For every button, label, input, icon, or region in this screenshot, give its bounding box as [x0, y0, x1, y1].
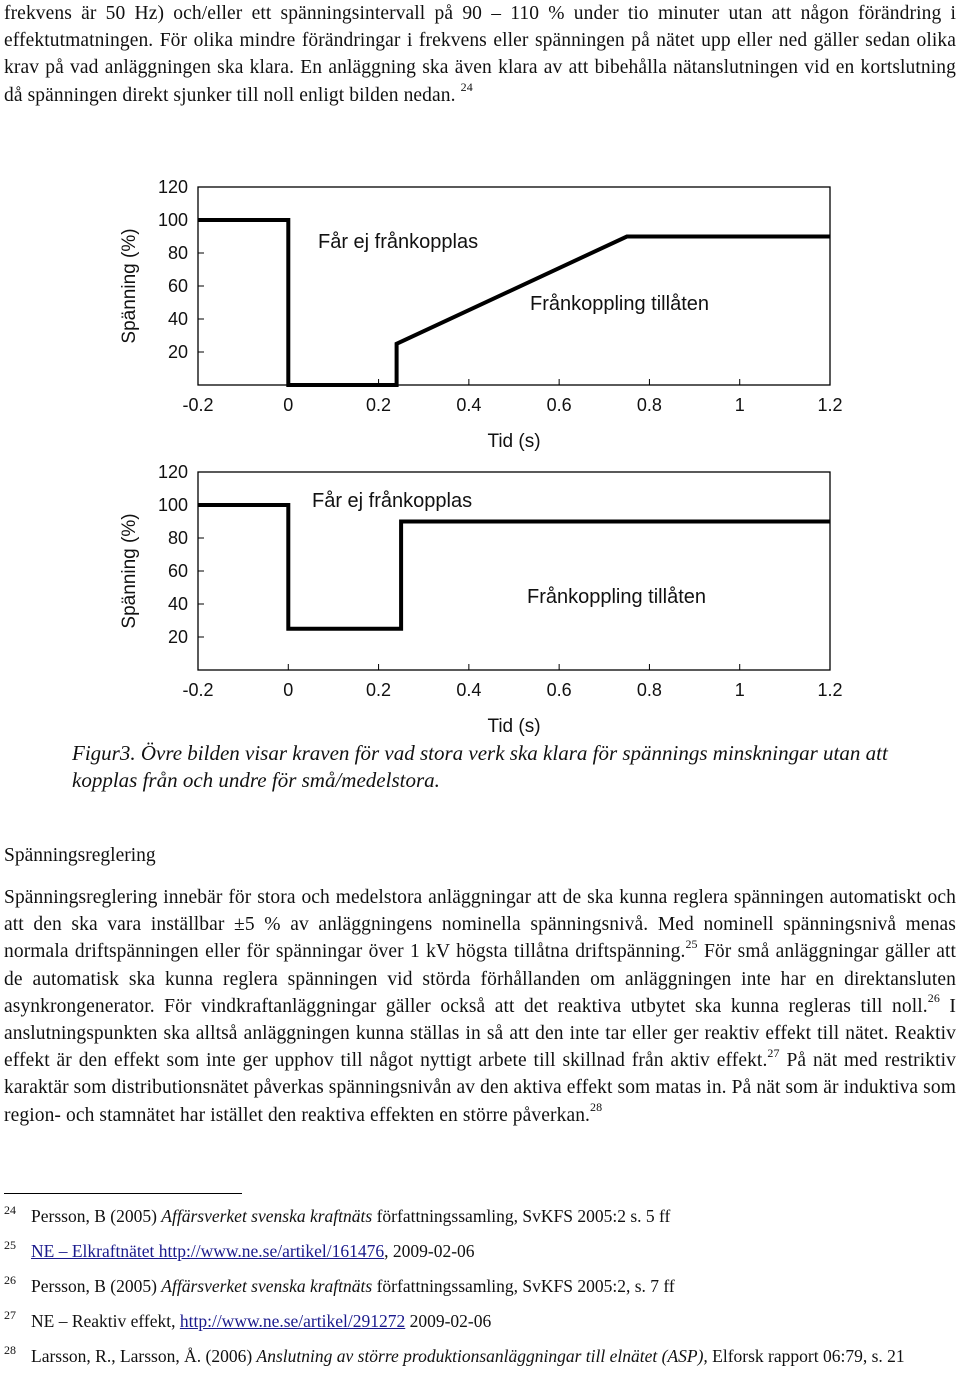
footnote-text: författningssamling, SvKFS 2005:2, s. 7 ff — [372, 1276, 675, 1296]
footnote-25 — [4, 1240, 956, 1262]
voltage-chart-large-svg — [0, 170, 960, 455]
footnote-text: Persson, B (2005) — [31, 1206, 162, 1226]
footnote-24 — [4, 1205, 956, 1227]
footnote-ref-27[interactable]: 27 — [767, 1045, 780, 1060]
y-tick-label: 100 — [157, 495, 188, 515]
footnote-divider — [4, 1193, 242, 1194]
y-tick-label: 40 — [167, 594, 188, 614]
x-tick-label: 0 — [283, 395, 294, 415]
annotation-no-disconnect: Får ej frånkopplas — [312, 490, 473, 512]
footnote-26 — [4, 1275, 956, 1297]
body-text-3: I anslutningspunkten ska alltså anläggningen kunna ställas in så att den inte tar eller ger reaktiv effekt till nätet. Reaktiv effekt är den effekt som inte ger upphov till något nyttigt arbete till skillnad från aktiv effekt. — [4, 995, 956, 1072]
x-tick-label: -0.2 — [182, 395, 214, 415]
footnote-italic: Affärsverket svenska kraftnäts — [161, 1206, 373, 1226]
y-axis-label: Spänning (%) — [119, 513, 140, 629]
y-tick-label: 60 — [167, 276, 188, 296]
y-tick-label: 40 — [167, 309, 188, 329]
figure-caption: Figur3. Övre bilden visar kraven för vad stora verk ska klara för spännings minskningar utan att kopplas från och undre för små/medelstora. — [72, 741, 888, 792]
x-tick-label: 0.8 — [636, 395, 662, 415]
x-tick-label: 1.2 — [817, 395, 843, 415]
x-tick-label: 1.2 — [817, 680, 843, 700]
footnote-ref-28[interactable]: 28 — [590, 1100, 603, 1115]
y-tick-label: 60 — [167, 561, 188, 581]
footnote-number: 27 — [4, 1308, 16, 1322]
x-tick-label: 0.4 — [456, 680, 482, 700]
footnote-text: , 2009-02-06 — [384, 1241, 475, 1261]
footnote-text: Elforsk rapport 06:79, s. 21 — [707, 1346, 905, 1366]
y-tick-label: 20 — [167, 342, 188, 362]
footnote-ref-26[interactable]: 26 — [927, 991, 940, 1006]
y-tick-label: 80 — [167, 528, 188, 548]
footnote-link[interactable]: http://www.ne.se/artikel/291272 — [179, 1311, 406, 1331]
plot-frame — [198, 187, 830, 385]
footnote-italic: Affärsverket svenska kraftnäts — [161, 1276, 373, 1296]
footnote-28 — [4, 1345, 956, 1367]
x-tick-label: 0.2 — [366, 680, 392, 700]
x-tick-label: 0.2 — [366, 395, 392, 415]
body-text-1: Spänningsreglering innebär för stora och medelstora anläggningar att de ska kunna reglera spänningen automatiskt och att den ska vara inställbar ±5 % av anläggningens nominella spänningsnivå. Med nominell spänningsnivå menas normala driftspänningen eller för spänningar över 1 kV högsta tillåtna driftspänning. — [4, 887, 956, 963]
footnote-27 — [4, 1310, 956, 1332]
x-tick-label: 1 — [734, 680, 745, 700]
plot-frame — [198, 472, 830, 670]
footnote-italic: Anslutning av större produktionsanläggningar till elnätet (ASP), — [256, 1346, 708, 1366]
annotation-disconnect-allowed: Frånkoppling tillåten — [527, 586, 706, 608]
footnote-text: 2009-02-06 — [405, 1311, 492, 1331]
footnote-link[interactable]: NE – Elkraftnätet http://www.ne.se/artikel/161476 — [31, 1241, 385, 1261]
footnote-text: Persson, B (2005) — [31, 1276, 162, 1296]
section-heading: Spänningsreglering — [4, 845, 156, 866]
section-body — [4, 884, 956, 1129]
y-tick-label: 20 — [167, 627, 188, 647]
y-tick-label: 100 — [157, 210, 188, 230]
x-tick-label: -0.2 — [182, 680, 214, 700]
body-text-2: För små anläggningar gäller att de automatisk ska kunna reglera spänningen vid störda förhållanden om anläggningen inte har en direktansluten asynkrongenerator. För vindkraftanläggningar gäller också att det reaktiva utbytet ska kunna regleras till noll. — [4, 941, 956, 1017]
x-tick-label: 0.6 — [546, 395, 572, 415]
x-tick-label: 0.8 — [636, 680, 662, 700]
footnote-text: författningssamling, SvKFS 2005:2 s. 5 ff — [372, 1206, 671, 1226]
y-axis-label: Spänning (%) — [119, 228, 140, 344]
intro-paragraph — [4, 0, 956, 109]
body-text-4: På nät med restriktiv karaktär som distributionsnätet påverkas spänningsnivån av den aktiva effekt som matas in. På nät som är induktiva som region- och stamnätet har istället den reaktiva effekten en större påverkan. — [4, 1050, 957, 1126]
x-tick-label: 1 — [734, 395, 745, 415]
footnote-number: 25 — [4, 1238, 16, 1252]
x-tick-label: 0.4 — [456, 395, 482, 415]
x-axis-label: Tid (s) — [487, 431, 541, 452]
footnote-text: NE – Reaktiv effekt, — [31, 1311, 180, 1331]
x-tick-label: 0 — [283, 680, 294, 700]
footnote-number: 26 — [4, 1273, 16, 1287]
annotation-no-disconnect: Får ej frånkopplas — [318, 231, 479, 253]
footnote-text: Larsson, R., Larsson, Å. (2006) — [31, 1346, 257, 1366]
x-axis-label: Tid (s) — [487, 716, 541, 737]
voltage-chart-large — [0, 170, 960, 455]
y-tick-label: 120 — [157, 462, 188, 482]
intro-text: frekvens är 50 Hz) och/eller ett spänningsintervall på 90 – 110 % under tio minuter utan att någon förändring i effektutmatningen. För olika mindre förändringar i frekvens eller spänningen på nätet upp eller ned gäller sedan olika krav på vad anläggningen ska klara. En anläggning ska även klara av att bibehålla nätanslutningen vid en kortslutning då spänningen direkt sjunker till noll enligt bilden nedan. — [4, 3, 956, 106]
footnote-number: 24 — [4, 1203, 16, 1217]
y-tick-label: 80 — [167, 243, 188, 263]
voltage-chart-small — [0, 455, 960, 740]
annotation-disconnect-allowed: Frånkoppling tillåten — [530, 293, 709, 315]
footnote-number: 28 — [4, 1343, 16, 1357]
y-tick-label: 120 — [157, 177, 188, 197]
x-tick-label: 0.6 — [546, 680, 572, 700]
footnote-ref-25[interactable]: 25 — [685, 936, 698, 951]
voltage-chart-small-svg — [0, 455, 960, 740]
footnote-ref-24[interactable]: 24 — [460, 80, 473, 95]
